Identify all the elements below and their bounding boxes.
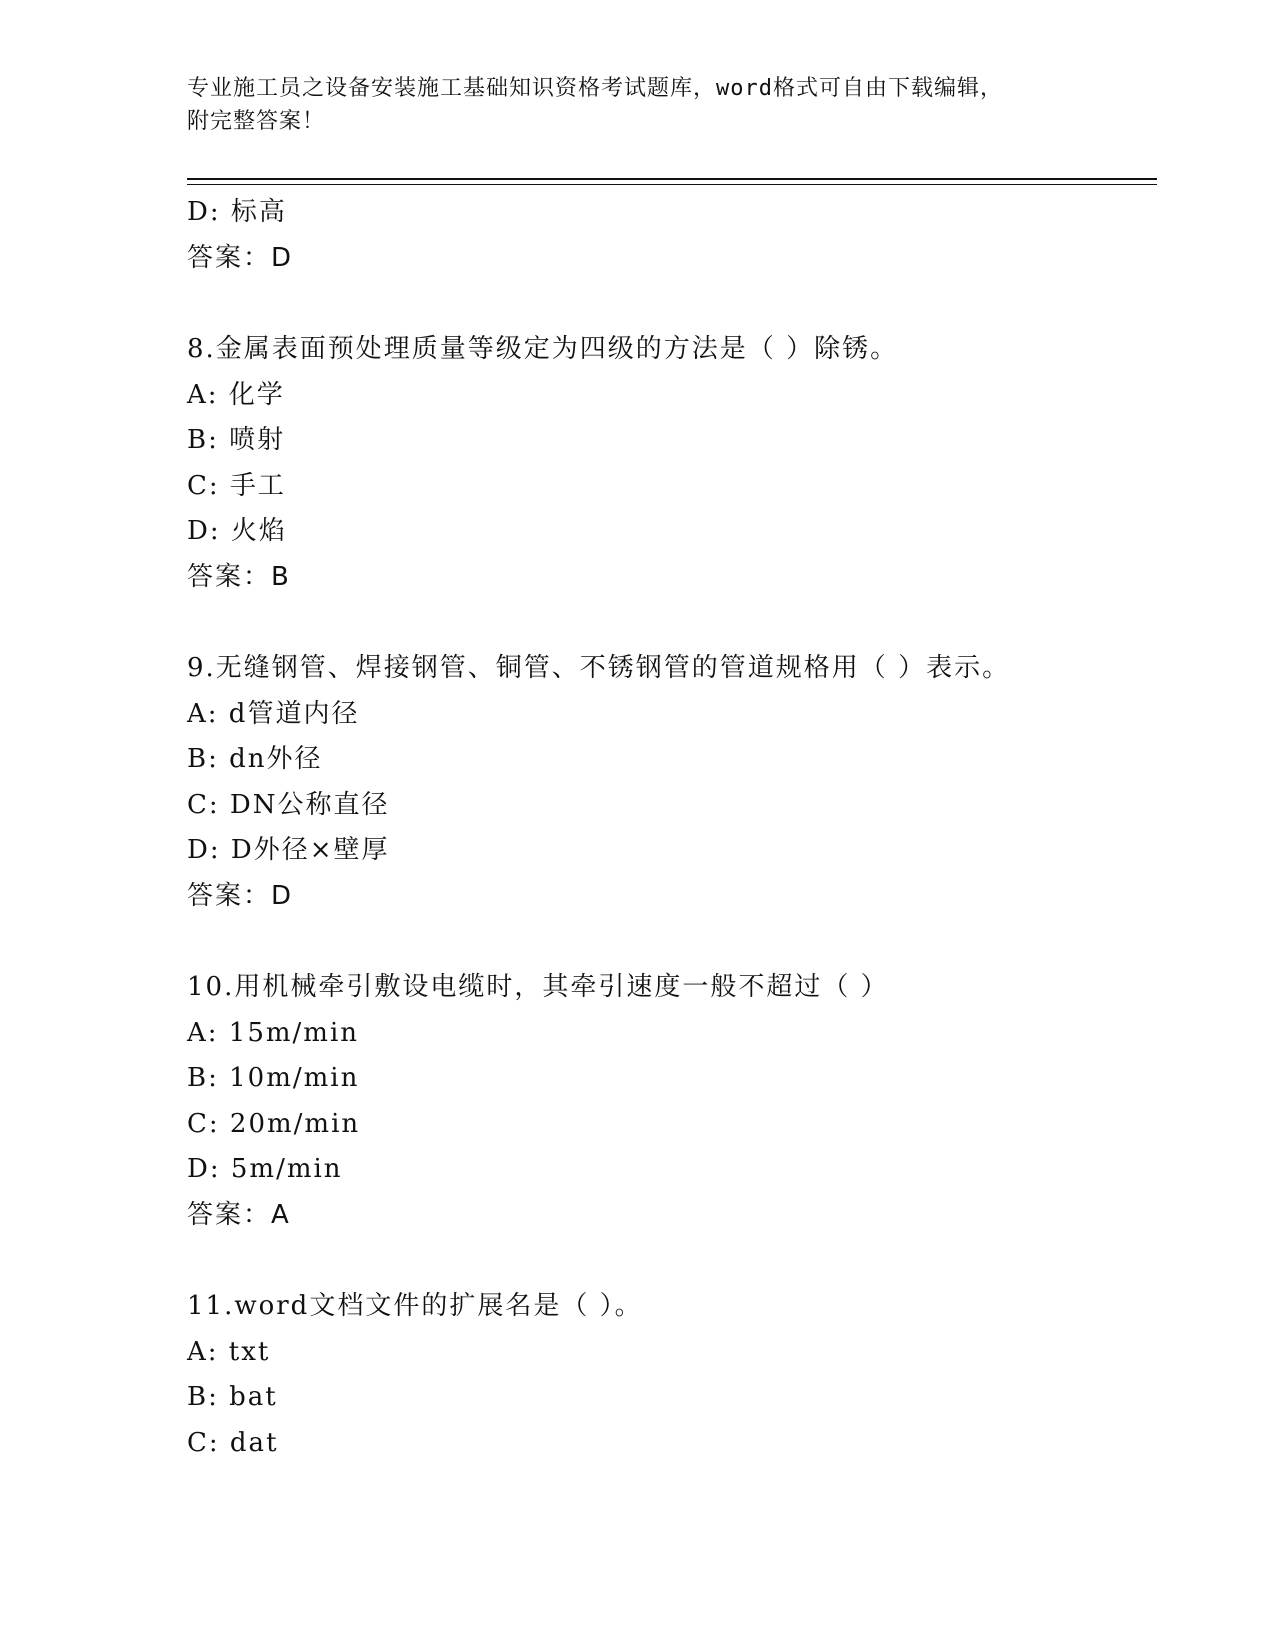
- option-d: D: 标高: [187, 197, 287, 227]
- header-line-2: 附完整答案！: [187, 109, 326, 134]
- spacer: [187, 600, 1157, 646]
- option-a: A: txt: [187, 1336, 271, 1367]
- question-9: [187, 646, 1157, 919]
- option-c: C: dat: [187, 1427, 279, 1458]
- option-a: A: 15m/min: [187, 1017, 360, 1048]
- answer-line: 答案：D: [187, 242, 294, 273]
- question-10: [187, 965, 1157, 1238]
- option-a: A: d管道内径: [187, 698, 360, 729]
- option-b: B: 喷射: [187, 425, 286, 455]
- document-header: [187, 72, 1067, 138]
- previous-question-tail: [187, 190, 1157, 281]
- header-divider-thick: [187, 178, 1157, 180]
- option-d: D: 5m/min: [187, 1154, 343, 1184]
- question-11: [187, 1284, 1157, 1466]
- question-stem: 8.金属表面预处理质量等级定为四级的方法是（ ）除锈。: [187, 334, 899, 364]
- option-d: D: D外径×壁厚: [187, 835, 390, 865]
- option-b: B: bat: [187, 1382, 278, 1412]
- option-c: C: 手工: [187, 470, 286, 501]
- header-line-1: 专业施工员之设备安装施工基础知识资格考试题库，word格式可自由下载编辑，: [187, 76, 1003, 101]
- option-b: B: dn外径: [187, 744, 323, 774]
- spacer: [187, 1238, 1157, 1284]
- answer-line: 答案：D: [187, 880, 294, 911]
- spacer: [187, 919, 1157, 965]
- option-b: B: 10m/min: [187, 1063, 360, 1093]
- option-c: C: 20m/min: [187, 1108, 361, 1139]
- question-stem: 10.用机械牵引敷设电缆时，其牵引速度一般不超过（ ）: [187, 972, 889, 1002]
- question-stem: 9.无缝钢管、焊接钢管、铜管、不锈钢管的管道规格用（ ）表示。: [187, 653, 1011, 683]
- question-8: [187, 327, 1157, 600]
- spacer: [187, 281, 1157, 327]
- answer-line: 答案：A: [187, 1199, 291, 1230]
- option-d: D: 火焰: [187, 516, 287, 546]
- option-a: A: 化学: [187, 379, 285, 410]
- answer-line: 答案：B: [187, 561, 291, 592]
- option-c: C: DN公称直径: [187, 789, 390, 820]
- header-divider-thin: [187, 184, 1157, 185]
- question-stem: 11.word文档文件的扩展名是（ ）。: [187, 1291, 643, 1321]
- question-list: [187, 190, 1157, 1466]
